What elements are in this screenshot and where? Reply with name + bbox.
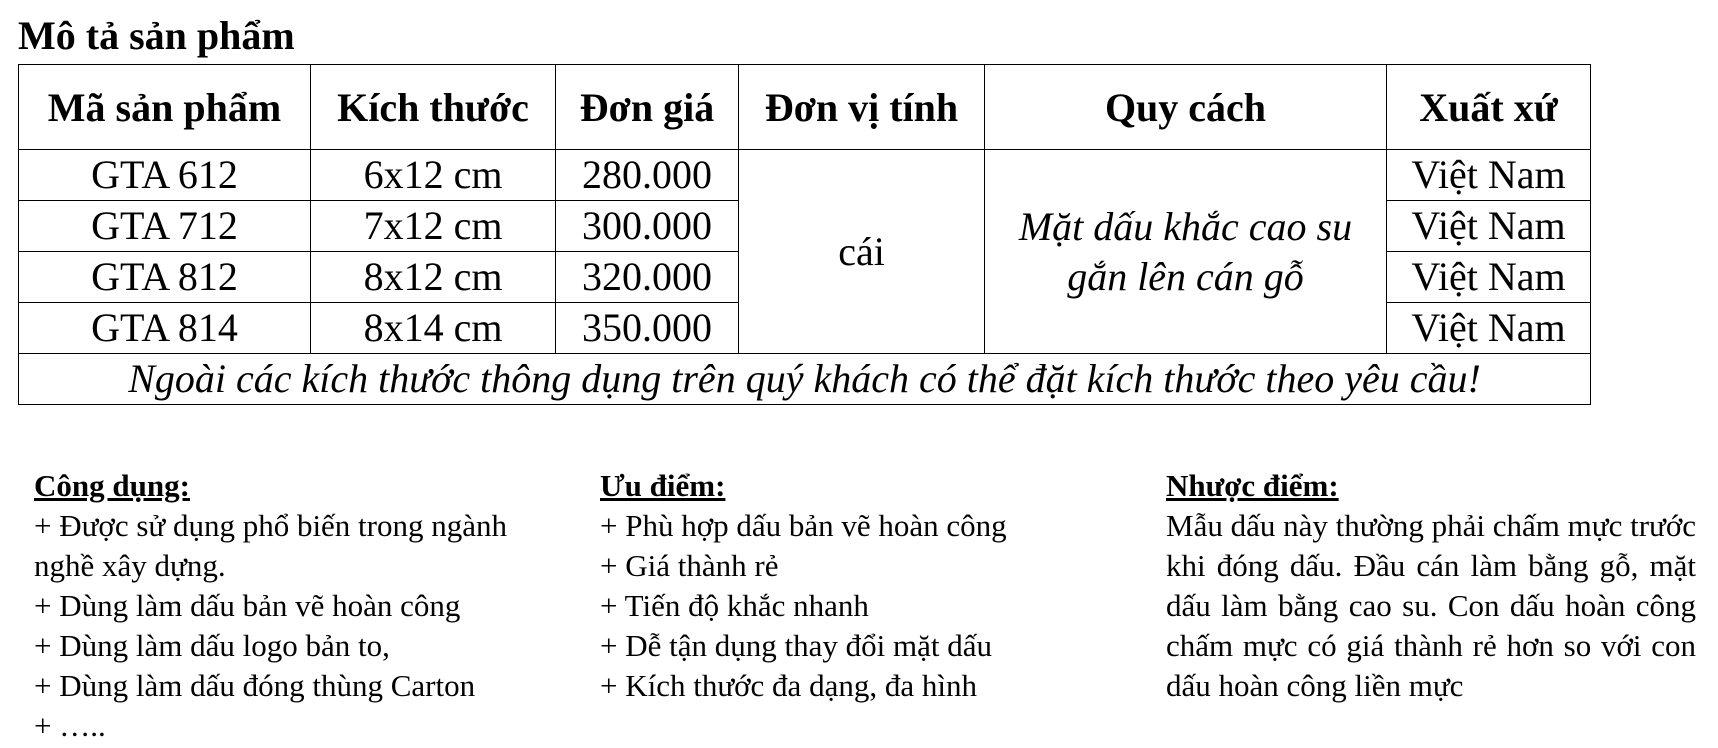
table-row xyxy=(19,150,1591,201)
uses-line: + Dùng làm dấu logo bản to, xyxy=(34,628,390,663)
advantages-line: + Kích thước đa dạng, đa hình xyxy=(600,668,977,703)
product-code-cell: GTA 712 xyxy=(19,201,311,252)
header-origin: Xuất xứ xyxy=(1387,65,1591,150)
custom-size-note: Ngoài các kích thước thông dụng trên quý khách có thể đặt kích thước theo yêu cầu! xyxy=(19,354,1591,405)
origin-cell: Việt Nam xyxy=(1387,303,1591,354)
price-cell: 320.000 xyxy=(556,252,739,303)
header-unit: Đơn vị tính xyxy=(739,65,985,150)
uses-line: + ….. xyxy=(34,708,106,743)
price-cell: 300.000 xyxy=(556,201,739,252)
advantages-heading: Ưu điểm: xyxy=(600,468,726,503)
product-table xyxy=(18,64,1591,405)
uses-line: + Dùng làm dấu bản vẽ hoàn công xyxy=(34,588,461,623)
disadvantages-section xyxy=(1166,466,1696,706)
header-size: Kích thước xyxy=(311,65,556,150)
page-title: Mô tả sản phẩm xyxy=(18,13,295,58)
size-cell: 7x12 cm xyxy=(311,201,556,252)
uses-heading: Công dụng: xyxy=(34,468,190,503)
table-note-row xyxy=(19,354,1591,405)
specification-cell: Mặt dấu khắc cao su gắn lên cán gỗ xyxy=(985,150,1387,354)
unit-cell: cái xyxy=(739,150,985,354)
disadvantages-heading: Nhược điểm: xyxy=(1166,468,1339,503)
disadvantages-text: Mẫu dấu này thường phải chấm mực trước khi đóng dấu. Đầu cán làm bằng gỗ, mặt dấu làm bằng cao su. Con dấu hoàn công chấm mực có giá thành rẻ hơn so với con dấu hoàn công liền mực xyxy=(1166,508,1696,703)
advantages-line: + Dễ tận dụng thay đổi mặt dấu xyxy=(600,628,992,663)
origin-cell: Việt Nam xyxy=(1387,201,1591,252)
advantages-line: + Tiến độ khắc nhanh xyxy=(600,588,869,623)
uses-line: + Được sử dụng phổ biến trong ngành xyxy=(34,508,508,543)
product-code-cell: GTA 812 xyxy=(19,252,311,303)
advantages-line: + Giá thành rẻ xyxy=(600,548,779,583)
origin-cell: Việt Nam xyxy=(1387,252,1591,303)
size-cell: 8x14 cm xyxy=(311,303,556,354)
header-unit-price: Đơn giá xyxy=(556,65,739,150)
uses-section xyxy=(34,466,574,746)
header-product-code: Mã sản phẩm xyxy=(19,65,311,150)
size-cell: 6x12 cm xyxy=(311,150,556,201)
price-cell: 280.000 xyxy=(556,150,739,201)
table-header-row xyxy=(19,65,1591,150)
advantages-section xyxy=(600,466,1080,706)
header-specification: Quy cách xyxy=(985,65,1387,150)
uses-line: nghề xây dựng. xyxy=(34,548,226,583)
size-cell: 8x12 cm xyxy=(311,252,556,303)
product-code-cell: GTA 612 xyxy=(19,150,311,201)
price-cell: 350.000 xyxy=(556,303,739,354)
product-code-cell: GTA 814 xyxy=(19,303,311,354)
uses-line: + Dùng làm dấu đóng thùng Carton xyxy=(34,668,476,703)
origin-cell: Việt Nam xyxy=(1387,150,1591,201)
advantages-line: + Phù hợp dấu bản vẽ hoàn công xyxy=(600,508,1007,543)
